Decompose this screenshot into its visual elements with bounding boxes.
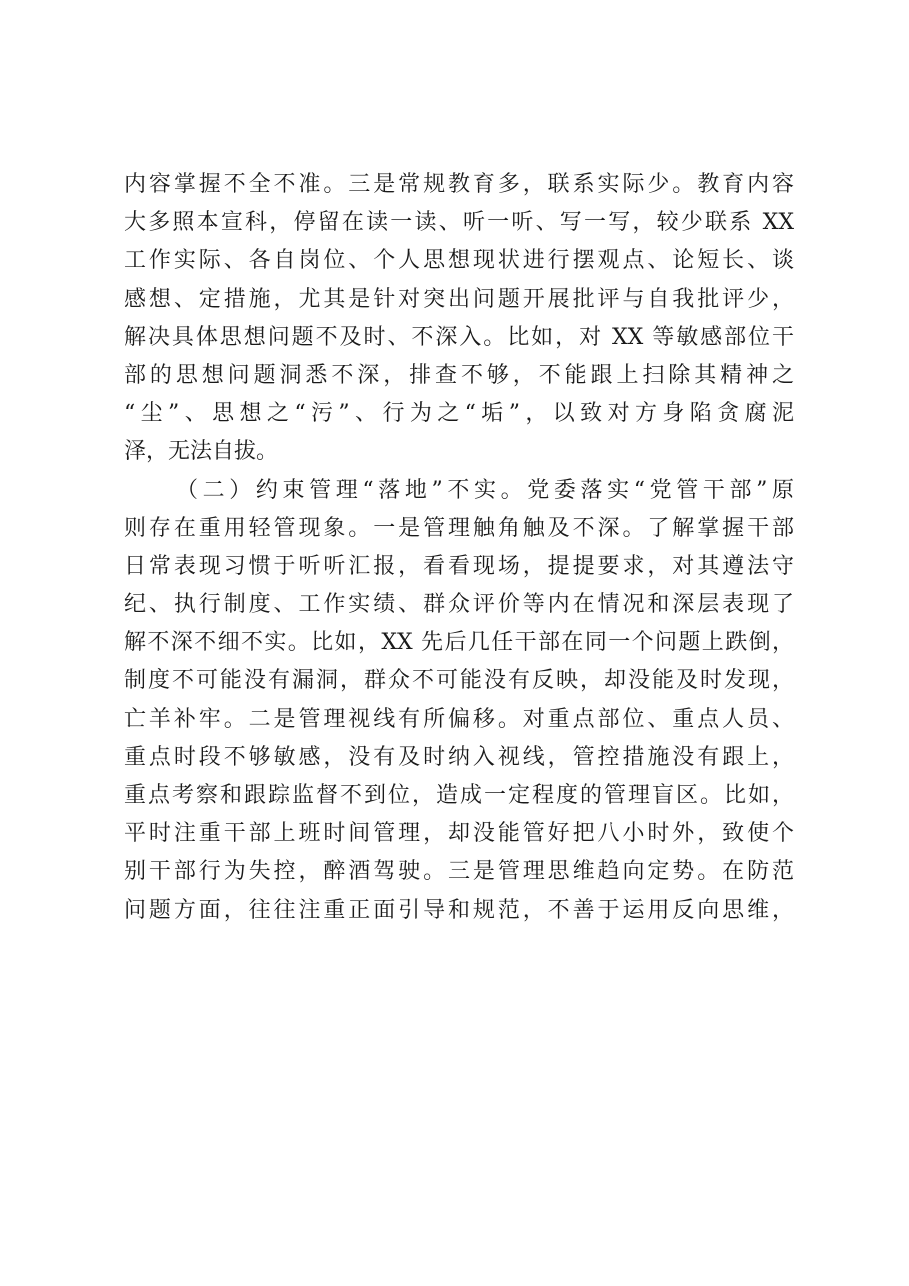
- text-line: 大多照本宣科，停留在读一读、听一听、写一写，较少联系 XX: [124, 210, 794, 236]
- text-line: “尘”、思想之“污”、行为之“垢”，以致对方身陷贪腐泥: [124, 401, 794, 427]
- text-line: 部的思想问题洞悉不深，排查不够，不能跟上扫除其精神之: [124, 362, 794, 388]
- text-line: 日常表现习惯于听听汇报，看看现场，提提要求，对其遵法守: [124, 553, 794, 579]
- section-heading-line: （二）约束管理“落地”不实。党委落实“党管干部”原: [176, 477, 794, 503]
- text-line: 亡羊补牢。二是管理视线有所偏移。对重点部位、重点人员、: [124, 706, 794, 732]
- document-body: [124, 166, 794, 930]
- text-line: 平时注重干部上班时间管理，却没能管好把八小时外，致使个: [124, 821, 794, 847]
- text-line: 别干部行为失控，醉酒驾驶。三是管理思维趋向定势。在防范: [124, 859, 794, 885]
- text-line: 工作实际、各自岗位、个人思想现状进行摆观点、论短长、谈: [124, 248, 794, 274]
- text-line: 感想、定措施，尤其是针对突出问题开展批评与自我批评少，: [124, 286, 794, 312]
- text-line: 纪、执行制度、工作实绩、群众评价等内在情况和深层表现了: [124, 592, 794, 618]
- text-line: 问题方面，往往注重正面引导和规范，不善于运用反向思维，: [124, 897, 794, 923]
- text-line: 重点考察和跟踪监督不到位，造成一定程度的管理盲区。比如，: [124, 783, 794, 808]
- text-line: 重点时段不够敏感，没有及时纳入视线，管控措施没有跟上，: [124, 744, 794, 770]
- text-line: 解不深不细不实。比如，XX 先后几任干部在同一个问题上跌倒，: [124, 630, 794, 656]
- text-line: 内容掌握不全不准。三是常规教育多，联系实际少。教育内容: [124, 172, 794, 197]
- text-line: 则存在重用轻管现象。一是管理触角触及不深。了解掌握干部: [124, 515, 794, 541]
- text-line: 制度不可能没有漏洞，群众不可能没有反映，却没能及时发现，: [124, 668, 794, 694]
- text-line: 解决具体思想问题不及时、不深入。比如，对 XX 等敏感部位干: [124, 324, 794, 350]
- text-line: 泽，无法自拔。: [124, 439, 279, 465]
